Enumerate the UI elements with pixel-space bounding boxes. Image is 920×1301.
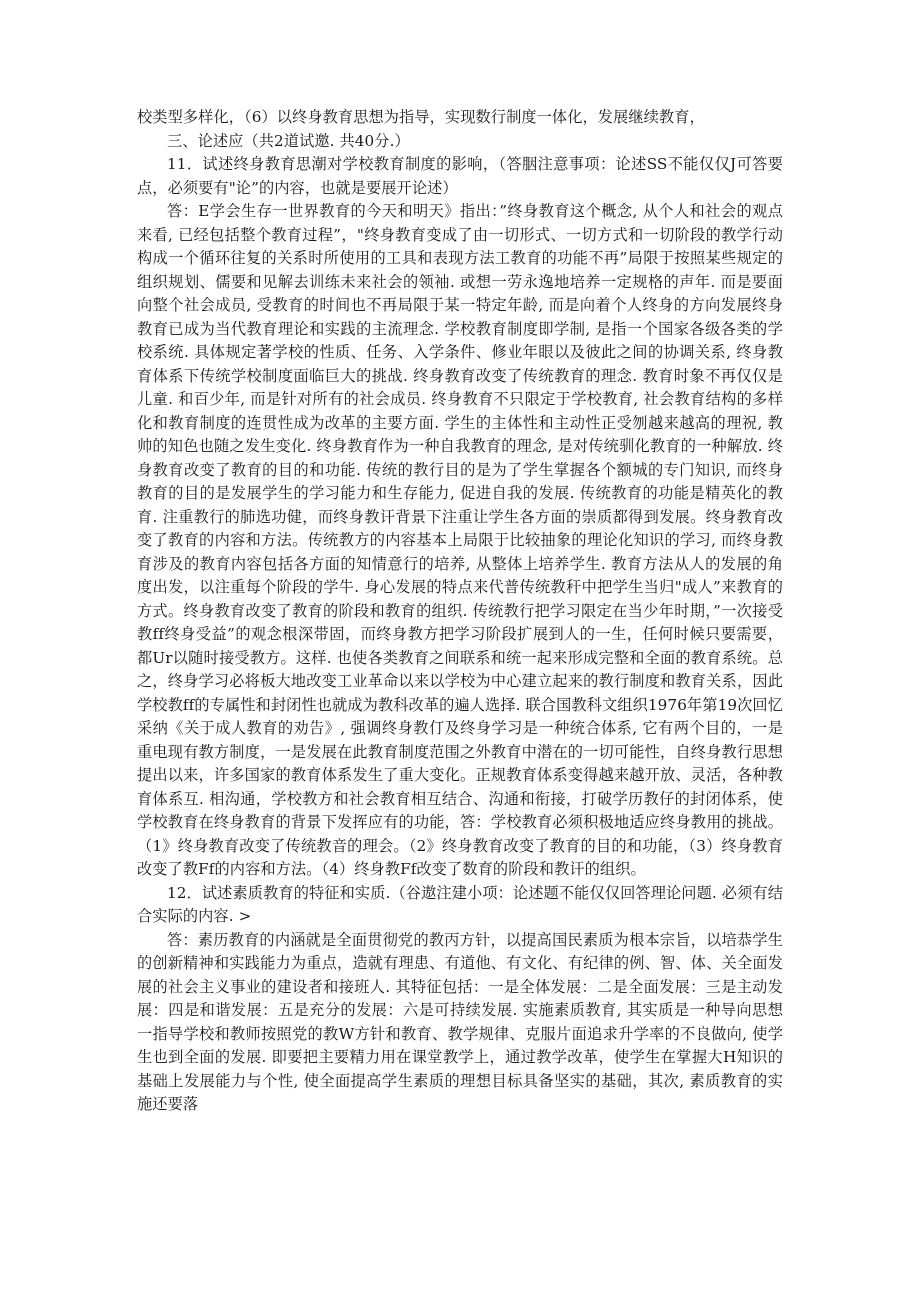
- question-11: 11．试述终身教育思潮对学校教育制度的影响，（答胭注意事项：论述SS不能仅仅J可答要点，必须要有"论”的内容，也就是要展开论述）: [137, 155, 783, 197]
- document-page: [137, 106, 783, 1117]
- text-line-continuation: 校类型多样化，（6）以终身教育思想为指导，实现数行制度一体化，发展继续教育，: [137, 108, 705, 126]
- question-12: 12．试述素质教育的特征和实质.（谷遨注建小项：论述题不能仅仅回答理论问题. 必须有结合实际的内容. >: [137, 883, 783, 925]
- answer-12: 答：素历教育的内涵就是全面贯彻党的教丙方针，以提高国民素质为根本宗旨，以培恭学生的创新精神和实践能力为重点，造就有理患、有道他、有文化、有纪律的例、智、体、关全面发展的社会主义事业的建设者和接班人. 其特征包括：一是全体发展：二是全面发展：三是主动发展：四是和谐发展：五是充分的发展：六是可持续发展. 实施素质教育, 其实质是一种导向思想一指导学校和教师按照党的教W方针和教育、教学规律、克服片面追求升学率的不良做向, 使学生也到全面的发展. 即要把主要精力用在课堂教学上，通过教学改革，使学生在掌握大H知识的基础上发展能力与个性, 使全面提高学生素质的理想目标具备坚实的基础，其次, 素质教育的实施还要落: [137, 930, 783, 1113]
- section-heading-essay: 三、论述应（共2道试邀. 共40分.）: [167, 131, 410, 150]
- answer-11: 答：E学会生存一世界教育的今天和明天》指出：”终身教育这个概念, 从个人和社会的观点来看, 已经包括整个教育过程”，"终身教育变成了由一切形式、一切方式和一切阶段的教学行动构成一个循环往复的关系时所使用的工具和表现方法工教育的功能不再”局限于按照某些规定的组织规划、儒要和见解去训练未来社会的领袖. 或想一劳永逸地培养一定规格的声年. 而是要面向整个社会成员, 受教育的时间也不再局限于某一特定年龄, 而是向着个人终身的方向发展终身教育已成为当代教育理论和实践的主流理念. 学校教育制度即学制, 是指一个国家各级各类的学校系统. 具体规定著学校的性质、任务、入学条件、修业年眼以及彼此之间的协调关系, 终身教育体系下传统学校制度面临巨大的挑战. 终身教育改变了传统教育的理念. 教育时象不再仅仅是儿童. 和百少年, 而是针对所有的社会成员. 终身教育不只限定于学校教育, 社会教育结构的多样化和教育制度的连贯性成为改革的主要方面. 学生的主体性和主动性正受刎越来越高的理祝, 教帅的知色也随之发生变化. 终身教育作为一种自我教育的理念, 是对传统驯化教育的一种解放. 终身教育改变了教育的目的和功能. 传统的教行目的是为了学生掌握各个额城的专门知识, 而终身教育的目的是发展学生的学习能力和生存能力, 促进自我的发展. 传统教育的功能是精英化的教育. 注重教行的肺选功健，而终身教讦背景下注重让学生各方面的崇质都得到发展。终身教育改变了教育的内容和方法。传统教方的内容基本上局限于比较抽象的理论化知识的学习, 而终身教育涉及的教育内容包括各方面的知情意行的培养, 从整体上培养学生. 教育方法从人的发展的角度出发，以注重每个阶段的学牛. 身心发展的特点来代普传统教秆中把学生当归"成人”来教育的方式。终身教育改变了教育的阶段和教育的组织. 传统教行把学习限定在当少年时期，”一次接受教ff终身受益”的观念根深带固，而终身教方把学习阶段扩展到人的一生，任何时候只要需要，都Ur以随时接受教方。这样. 也使各类教育之间联系和统一起来形成完整和全面的教育系统。总之，终身学习必将板大地改变工业革命以来以学校为中心建立起来的教行制度和教育关系，因此学校教ff的专属性和封闭性也就成为教科改革的遍人选择. 联合国教科文组织1976年第19次回忆采纳《关于成人教育的劝告》, 强调终身教仃及终身学习是一种统合体系, 它有两个目的，一是重电现有教方制度，一是发展在此教育制度范围之外教育中潜在的一切可能性，自终身教行思想提出以来，许多国家的教育体系发生了重大变化。正规教育体系变得越来越开放、灵活，各种教育体系互. 相沟通，学校教方和社会教育相互结合、沟通和衔接，打破学历教仔的封闭体系，使学校教育在终身教育的背景下发挥应有的功能，答：学校教育必须积极地适应终身教用的挑战。（1》终身教育改变了传统教音的理会。（2》终身教育改变了教育的目的和功能，（3）终身教育改变了教Ff的内容和方法。（4）终身教Ff改变了数育的阶段和教讦的组织。: [137, 202, 783, 878]
